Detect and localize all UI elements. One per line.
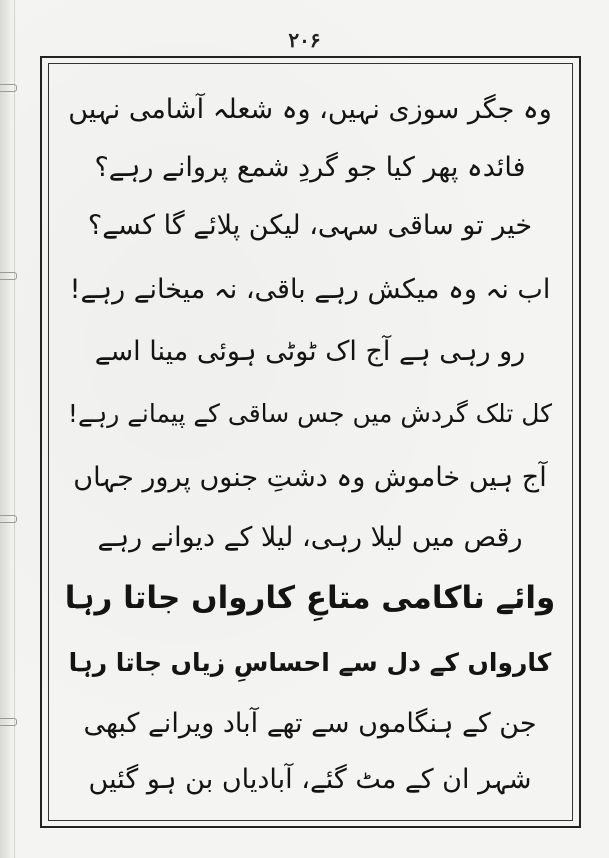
binding-stitch <box>0 718 17 726</box>
verse-line: اب نہ وہ میکش رہے باقی، نہ میخانے رہے! <box>69 274 551 305</box>
verse-line: فائدہ پھر کیا جو گردِ شمع پروانے رہے؟ <box>94 152 526 183</box>
binding-stitch <box>0 272 17 280</box>
binding-stitch <box>0 515 17 523</box>
book-spine <box>0 0 15 858</box>
verse-line: وہ جگر سوزی نہیں، وہ شعلہ آشامی نہیں <box>68 94 552 125</box>
verse-line: کل تلک گردش میں جس ساقی کے پیمانے رہے! <box>67 399 553 428</box>
poem-verses <box>60 70 560 814</box>
verse-line-emphasized: کارواں کے دل سے احساسِ زیاں جاتا رہا <box>68 648 552 677</box>
page-number: ۲۰۶ <box>288 28 321 52</box>
verse-line: رو رہی ہے آج اک ٹوٹی ہوئی مینا اسے <box>94 336 526 367</box>
verse-line: آج ہیں خاموش وہ دشتِ جنوں پرور جہاں <box>73 462 547 493</box>
verse-line-emphasized: وائے ناکامی متاعِ کارواں جاتا رہا <box>64 580 556 616</box>
verse-line: رقص میں لیلا رہی، لیلا کے دیوانے رہے <box>97 522 523 553</box>
binding-stitch <box>0 84 17 92</box>
verse-line: جن کے ہنگاموں سے تھے آباد ویرانے کبھی <box>83 708 537 739</box>
verse-line: خیر تو ساقی سہی، لیکن پلائے گا کسے؟ <box>87 210 533 241</box>
verse-line: شہر ان کے مٹ گئے، آبادیاں بن ہو گئیں <box>88 764 532 795</box>
